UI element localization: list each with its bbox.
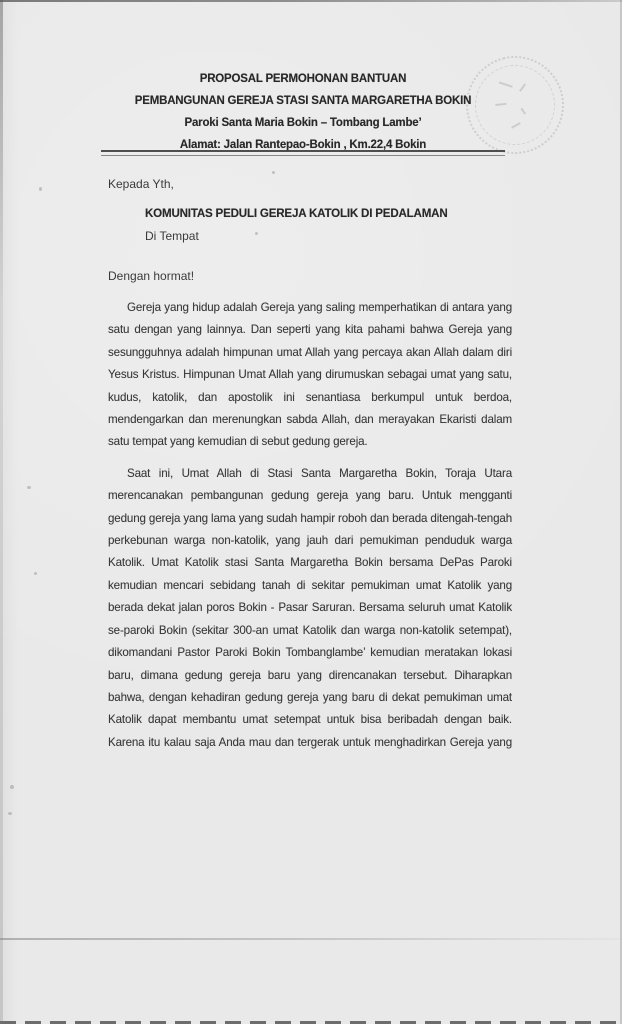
paragraphs	[108, 297, 512, 763]
scan-edge-left	[0, 0, 3, 1024]
paragraph-line: satu dengan yang lainnya. Dan seperti yang kita pahami bahwa Gereja yang	[108, 323, 512, 337]
letterhead	[100, 68, 506, 156]
paragraph	[108, 297, 512, 454]
paragraph-line: berada dekat jalan poros Bokin - Pasar Saruran. Bersama seluruh umat Katolik	[108, 601, 512, 615]
letterhead-title-line1: PROPOSAL PERMOHONAN BANTUAN	[199, 73, 407, 85]
scan-speck	[27, 486, 31, 489]
paragraph-line: Saat ini, Umat Allah di Stasi Santa Margaretha Bokin, Toraja Utara	[127, 466, 512, 480]
paragraph-line: Karena itu kalau saja Anda mau dan tergerak untuk menghadirkan Gereja yang	[108, 735, 512, 749]
scan-speck	[39, 187, 42, 191]
paragraph-line: sesungguhnya adalah himpunan umat Allah yang percaya akan Allah dalam diri	[108, 345, 512, 359]
paragraph-line: baru, dimana gedung gereja baru yang direncanakan tersebut. Diharapkan	[108, 668, 512, 682]
paragraph-line: merencanakan pembangunan gedung gereja yang baru. Untuk mengganti	[108, 489, 512, 503]
paragraph-line: perkebunan warga non-katolik, yang jauh dari pemukiman penduduk warga	[108, 534, 512, 548]
letterhead-divider	[101, 150, 505, 156]
scan-speck	[8, 812, 12, 815]
scan-fold-line	[0, 938, 622, 940]
recipient-location: Di Tempat	[145, 229, 199, 243]
paragraph-line: se-paroki Bokin (sekitar 300-an umat Katolik dan warga non-katolik setempat),	[108, 623, 512, 637]
paragraph-line: Katolik. Umat Katolik stasi Santa Margaretha Bokin bersama DePas Paroki	[108, 556, 512, 570]
paragraph-line: bahwa, dengan kehadiran gedung gereja yang baru di dekat pemukiman umat	[108, 690, 512, 704]
paragraph-line: mendengarkan dan merenungkan sabda Allah, dan merayakan Ekaristi dalam	[108, 413, 512, 427]
paragraph-line: kemudian mencari sebidang tanah di sekitar pemukiman umat Katolik yang	[108, 578, 512, 592]
recipient-name: KOMUNITAS PEDULI GEREJA KATOLIK DI PEDALAMAN	[145, 207, 448, 220]
paragraph-line: satu tempat yang kemudian di sebut gedung gereja.	[108, 435, 368, 449]
letterhead-subtitle: Paroki Santa Maria Bokin – Tombang Lambe’	[184, 117, 422, 129]
letterhead-address: Alamat: Jalan Rantepao-Bokin , Km.22,4 Bokin	[179, 139, 427, 151]
letterhead-title-line2: PEMBANGUNAN GEREJA STASI SANTA MARGARETHA BOKIN	[134, 95, 472, 107]
paragraph-line: dikomandani Pastor Paroki Bokin Tombanglambe’ kemudian meratakan lokasi	[108, 646, 512, 660]
paragraph-line: kudus, katolik, dan apostolik ini senantiasa berkumpul untuk berdoa,	[108, 390, 512, 404]
paragraph-line: Yesus Kristus. Himpunan Umat Allah yang dirumuskan sebagai umat yang satu,	[108, 368, 512, 382]
greeting: Dengan hormat!	[108, 269, 195, 283]
paragraph	[108, 463, 512, 754]
salutation: Kepada Yth,	[108, 177, 174, 191]
scan-speck	[272, 171, 275, 174]
paragraph-line: Katolik dapat membantu umat setempat untuk bisa beribadah dengan baik.	[108, 713, 512, 727]
scan-speck	[255, 232, 258, 235]
scan-speck	[10, 785, 14, 789]
scan-edge-top	[0, 0, 622, 2]
paragraph-line: gedung gereja yang lama yang sudah hampir roboh dan berada ditengah-tengah	[108, 511, 512, 525]
scan-speck	[34, 572, 37, 575]
paragraph-line: Gereja yang hidup adalah Gereja yang saling memperhatikan di antara yang	[127, 301, 512, 314]
